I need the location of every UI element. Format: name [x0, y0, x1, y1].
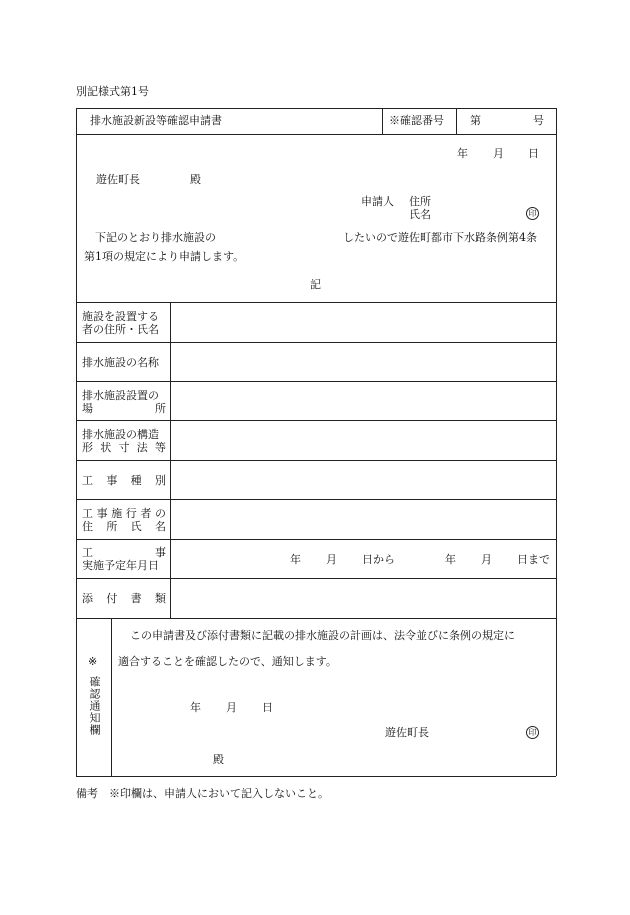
- body-line1-part1: 下記のとおり排水施設の: [95, 231, 216, 244]
- label-char: 行: [125, 507, 137, 520]
- label-char: 種: [130, 474, 142, 487]
- label-char: 住: [82, 520, 93, 533]
- addressee-honorific: 殿: [190, 173, 201, 186]
- footer-note: 備考 ※印欄は、申請人において記入しないこと。: [76, 787, 329, 800]
- form-right-border: [556, 108, 557, 776]
- schedule-start-day: 日から: [362, 553, 395, 566]
- body-line1-part2: したいので遊佐町都市下水路条例第4条: [343, 231, 537, 244]
- title-row-top: [76, 108, 556, 109]
- confirmation-mark: ※: [88, 655, 98, 668]
- row-structure-label-1: 排水施設の構造: [82, 428, 159, 441]
- confirm-divider: [456, 108, 457, 134]
- form-bottom-border: [76, 776, 556, 777]
- schedule-end-day: 日まで: [517, 553, 550, 566]
- label-char: 施: [111, 507, 123, 520]
- row-schedule-label-1b: 事: [155, 546, 166, 559]
- row-location-label-1: 排水施設設置の: [82, 389, 159, 402]
- row-location-label-2b: 所: [155, 402, 166, 415]
- row-divider: [76, 420, 556, 421]
- document-title: 排水施設新設等確認申請書: [90, 114, 222, 127]
- label-char: 別: [154, 474, 166, 487]
- label-char: 寸: [118, 441, 130, 454]
- confirmation-text-line1: この申請書及び添付書類に記載の排水施設の計画は、法令並びに条例の規定に: [130, 629, 515, 642]
- confirmation-signer: 遊佐町長: [385, 726, 429, 739]
- label-char: 工: [82, 474, 93, 487]
- row-divider: [76, 618, 556, 619]
- label-char: 事: [96, 507, 108, 520]
- row-divider: [76, 460, 556, 461]
- applicant-address-label: 住所: [409, 195, 431, 208]
- application-date-year: 年: [457, 147, 468, 160]
- label-char: 事: [106, 474, 118, 487]
- row-attachments-label: [82, 592, 166, 605]
- row-installer-label-1: 施設を設置する: [82, 310, 159, 323]
- row-location-label-2a: 場: [82, 402, 93, 415]
- schedule-start-year: 年: [290, 553, 301, 566]
- form-number: 別記様式第1号: [76, 85, 149, 98]
- confirm-number-label: ※確認番号: [389, 114, 444, 127]
- row-divider: [76, 539, 556, 540]
- label-char: 類: [154, 592, 166, 605]
- schedule-start-month: 月: [326, 553, 337, 566]
- confirmation-date-year: 年: [190, 701, 201, 714]
- applicant-label: 申請人: [361, 195, 394, 208]
- row-schedule-label-1a: 工: [82, 546, 93, 559]
- label-char: 状: [100, 441, 112, 454]
- label-char: 氏: [130, 520, 142, 533]
- label-char: の: [154, 507, 166, 520]
- row-divider: [76, 381, 556, 382]
- addressee: 遊佐町長: [96, 173, 140, 186]
- applicant-name-label: 氏名: [409, 208, 431, 221]
- confirmation-date-month: 月: [226, 701, 237, 714]
- label-char: 名: [154, 520, 166, 533]
- label-char: 付: [106, 592, 118, 605]
- confirmation-date-day: 日: [262, 701, 273, 714]
- confirmation-text-line2: 適合することを確認したので、通知します。: [118, 655, 337, 668]
- row-schedule-label-2: 実施予定年月日: [82, 559, 159, 572]
- row-installer-label-2: 者の住所・氏名: [82, 323, 159, 336]
- confirm-number-prefix: 第: [470, 114, 481, 127]
- confirm-number-suffix: 号: [533, 114, 544, 127]
- label-char: 添: [82, 592, 93, 605]
- ki-mark: 記: [310, 278, 321, 291]
- row-facility-name-label: 排水施設の名称: [82, 356, 159, 369]
- title-divider: [382, 108, 383, 134]
- label-char: 形: [82, 441, 93, 454]
- confirmation-honorific: 殿: [213, 753, 224, 766]
- application-date-day: 日: [528, 147, 539, 160]
- confirmation-column-divider: [111, 618, 112, 776]
- application-date-month: 月: [493, 147, 504, 160]
- confirmation-seal-icon: 印: [526, 726, 539, 739]
- row-divider: [76, 499, 556, 500]
- section-divider: [76, 302, 556, 303]
- row-contractor-label-2: [82, 520, 166, 533]
- label-char: 工: [82, 507, 93, 520]
- schedule-end-year: 年: [445, 553, 456, 566]
- label-char: 者: [140, 507, 152, 520]
- row-divider: [76, 578, 556, 579]
- schedule-end-month: 月: [481, 553, 492, 566]
- confirmation-vertical-label: 確認通知欄: [88, 676, 101, 736]
- label-char: 所: [106, 520, 118, 533]
- form-left-border: [76, 108, 77, 776]
- row-work-type-label: [82, 474, 166, 487]
- body-line2: 第1項の規定により申請します。: [84, 250, 245, 263]
- row-divider: [76, 342, 556, 343]
- label-char: 等: [155, 441, 166, 454]
- row-contractor-label-1: [82, 507, 166, 520]
- label-char: 書: [130, 592, 142, 605]
- row-structure-label-2: [82, 441, 166, 454]
- title-row-bottom: [76, 134, 556, 135]
- applicant-seal-icon: 印: [526, 207, 539, 220]
- label-char: 法: [136, 441, 148, 454]
